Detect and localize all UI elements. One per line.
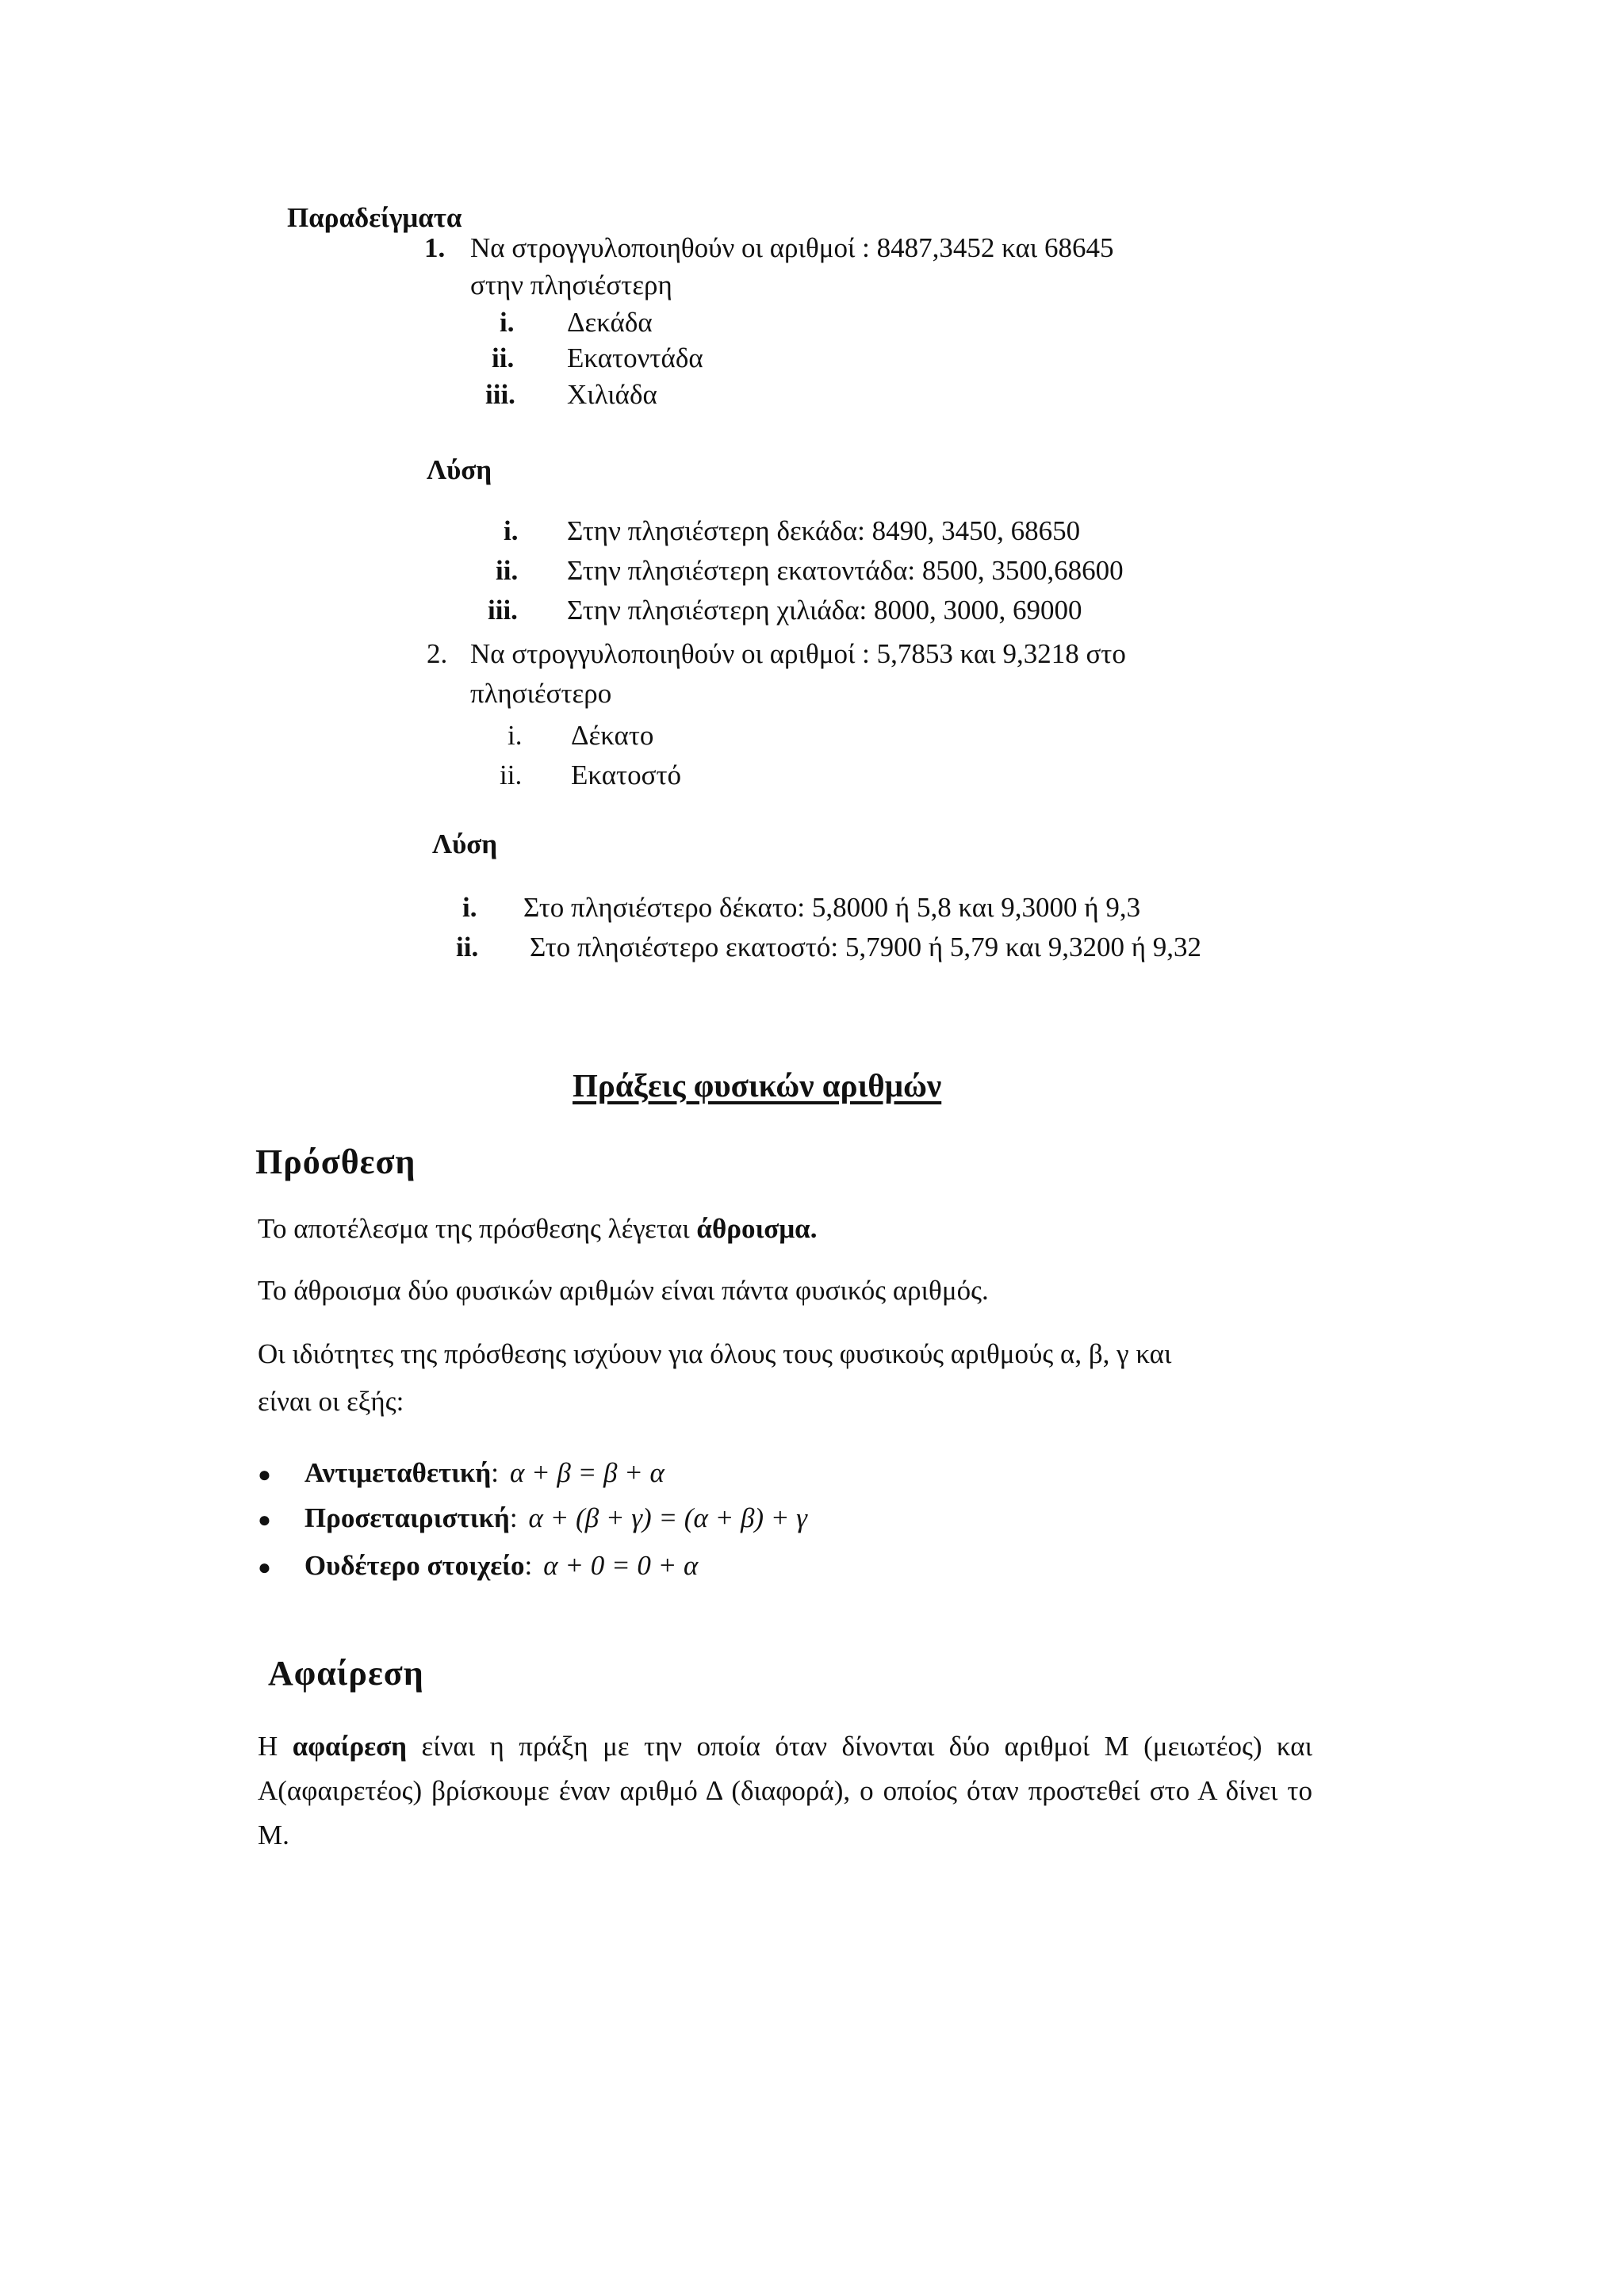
example-2-option-num: i. (508, 720, 523, 751)
property-formula: α + 0 = 0 + α (543, 1550, 699, 1581)
property-list-item: ● Ουδέτερο στοιχείο: α + 0 = 0 + α (258, 1550, 699, 1581)
example-1-solution-num: iii. (488, 595, 518, 626)
addition-paragraph-3-line1: Οι ιδιότητες της πρόσθεσης ισχύουν για όλους τους φυσικούς αριθμούς α, β, γ και (258, 1338, 1172, 1369)
example-1-solution-num: ii. (496, 555, 519, 586)
subtraction-paragraph: Η αφαίρεση είναι η πράξη με την οποία όταν δίνονται δύο αριθμοί Μ (μειωτέος) και Α(αφαιρετέος) βρίσκουμε έναν αριθμό Δ (διαφορά), ο οποίος όταν προστεθεί στο Α δίνει το Μ. (258, 1731, 1312, 1850)
addition-heading: Πρόσθεση (255, 1142, 416, 1181)
bullet-icon: ● (258, 1463, 271, 1487)
example-2-solution-num: ii. (456, 932, 479, 962)
example-1-solution-heading: Λύση (427, 454, 492, 485)
example-2-solution-num: i. (462, 892, 477, 923)
example-1-option-num: i. (500, 307, 515, 338)
example-2-option-num: ii. (500, 760, 523, 790)
example-2-solution-text: Στο πλησιέστερο εκατοστό: 5,7900 ή 5,79 και 9,3200 ή 9,32 (530, 932, 1202, 962)
addition-paragraph-2: Το άθροισμα δύο φυσικών αριθμών είναι πάντα φυσικός αριθμός. (258, 1275, 989, 1306)
example-2-option-text: Εκατοστό (571, 760, 682, 790)
example-1-option-text: Χιλιάδα (567, 379, 657, 410)
addition-paragraph-1: Το αποτέλεσμα της πρόσθεσης λέγεται άθροισμα. (258, 1213, 818, 1244)
example-2-text-line1: Να στρογγυλοποιηθούν οι αριθμοί : 5,7853 και 9,3218 στο (470, 638, 1126, 669)
property-name: Ουδέτερο στοιχείο (304, 1550, 525, 1581)
example-1-text-line2: στην πλησιέστερη (470, 270, 672, 300)
example-1-option-num: iii. (485, 379, 515, 410)
example-1-solution-text: Στην πλησιέστερη χιλιάδα: 8000, 3000, 69000 (567, 595, 1082, 626)
property-name: Προσεταιριστική (304, 1502, 510, 1533)
operations-title: Πράξεις φυσικών αριθμών (573, 1067, 942, 1104)
bullet-icon: ● (258, 1556, 271, 1580)
example-1-option-num: ii. (492, 342, 515, 373)
property-list-item: ● Αντιμεταθετική: α + β = β + α (258, 1457, 665, 1488)
addition-paragraph-3-line2: είναι οι εξής: (258, 1386, 404, 1417)
bullet-icon: ● (258, 1508, 271, 1533)
example-1-text-line1: Να στρογγυλοποιηθούν οι αριθμοί : 8487,3452 και 68645 (470, 232, 1114, 263)
property-list-item: ● Προσεταιριστική: α + (β + γ) = (α + β) + γ (258, 1502, 807, 1533)
example-1-solution-num: i. (504, 515, 519, 546)
example-2-solution-heading: Λύση (432, 828, 498, 859)
examples-heading: Παραδείγματα (287, 202, 462, 233)
example-1-number: 1. (424, 232, 446, 263)
example-1-solution-text: Στην πλησιέστερη εκατοντάδα: 8500, 3500,68600 (567, 555, 1124, 586)
property-formula: α + (β + γ) = (α + β) + γ (528, 1502, 807, 1533)
example-1-solution-text: Στην πλησιέστερη δεκάδα: 8490, 3450, 68650 (567, 515, 1081, 546)
example-2-solution-text: Στο πλησιέστερο δέκατο: 5,8000 ή 5,8 και 9,3000 ή 9,3 (523, 892, 1141, 923)
example-2-option-text: Δέκατο (571, 720, 654, 751)
property-name: Αντιμεταθετική (304, 1457, 492, 1488)
property-formula: α + β = β + α (509, 1457, 665, 1488)
subtraction-heading: Αφαίρεση (268, 1654, 424, 1693)
example-2-number: 2. (427, 638, 448, 669)
example-1-option-text: Εκατοντάδα (567, 342, 703, 373)
example-1-option-text: Δεκάδα (567, 307, 653, 338)
example-2-text-line2: πλησιέστερο (470, 678, 612, 709)
